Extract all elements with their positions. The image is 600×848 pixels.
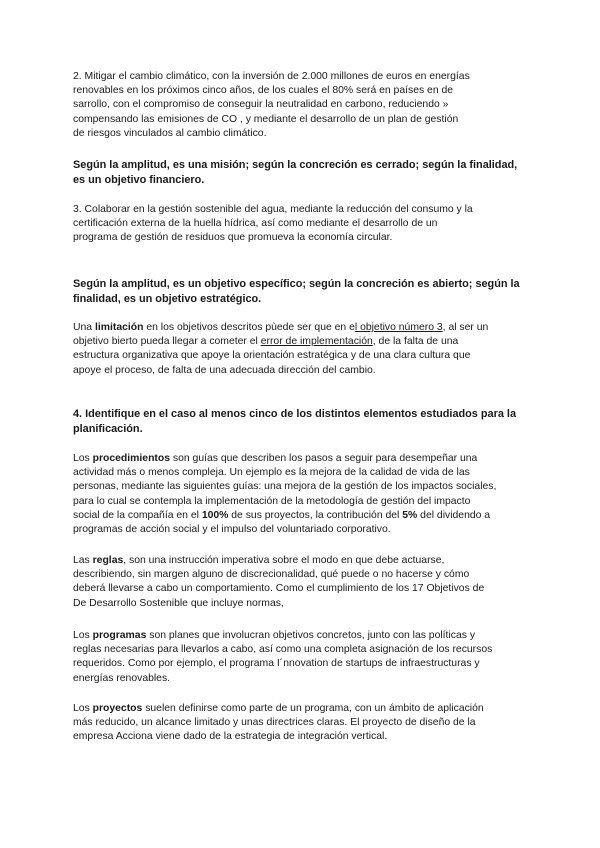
text-line: [73, 509, 533, 523]
text-line: 3. Colaborar en la gestión sostenible del agua, mediante la reducción del consumo y la: [73, 204, 473, 215]
text-run: , son una instrucción imperativa sobre el modo en que debe actuarse,: [123, 555, 445, 566]
text-line: finalidad, es un objetivo estratégico.: [73, 293, 262, 305]
text-line: 4. Identifique en el caso al menos cinco de los distintos elementos estudiados para la: [73, 408, 517, 420]
text-run: en los objetivos descritos pùede ser que en e: [143, 322, 355, 333]
text-run: Una: [73, 322, 95, 333]
text-run: de sus proyectos, la contribución del: [228, 509, 403, 521]
text-run: Los: [73, 453, 93, 464]
text-line: planificación.: [73, 423, 143, 435]
text-line: certificación externa de la huella hídrica, así como mediante el desarrollo de un: [73, 218, 438, 230]
text-run: son guías que describen los pasos a seguir para desempeñar una: [170, 453, 478, 464]
classification-objective-2: [73, 158, 533, 188]
text-line: empresa Acciona viene dado de la estrategia de integración vertical.: [73, 731, 388, 743]
term-limitacion: limitación: [94, 322, 144, 333]
question-4-heading: [73, 407, 533, 437]
text-run: Los: [73, 630, 93, 641]
text-line: [73, 321, 533, 335]
term-proyectos: proyectos: [92, 703, 143, 714]
text-run: objetivo bierto pueda llegar a cometer el: [73, 336, 261, 348]
figure-100-percent: 100%: [201, 509, 229, 521]
paragraph-proyectos: [73, 702, 533, 745]
paragraph-limitation: [73, 321, 533, 378]
text-run: Las: [73, 555, 93, 566]
text-line: Según la amplitud, es una misión; según la concreción es cerrado; según la finalidad,: [73, 159, 518, 171]
text-run: Los: [73, 703, 93, 714]
text-line: apoye el proceso, de falta de una adecuada dirección del cambio.: [73, 364, 376, 376]
link-error-de-implementacion[interactable]: error de implementación: [260, 336, 373, 348]
text-run: son planes que involucran objetivos concretos, junto con las políticas y: [146, 630, 476, 641]
text-run: , al ser un: [442, 322, 489, 333]
link-objetivo-numero-3[interactable]: l objetivo número 3: [354, 322, 443, 333]
paragraph-reglas: [73, 554, 533, 611]
text-line: para lo cual se contempla la implementación de la metodología de gestión del impacto: [73, 495, 471, 507]
term-programas: programas: [92, 630, 147, 641]
text-line: [73, 335, 533, 349]
text-line: Según la amplitud, es un objetivo específico; según la concreción es abierto; según la: [73, 278, 520, 290]
text-line: personas, mediante las siguientes guías: una mejora de la gestión de los impactos sociales,: [73, 481, 497, 493]
classification-objective-3: [73, 277, 533, 307]
text-line: renovables en los próximos cinco años, de los cuales el 80% será en países en de: [73, 85, 454, 97]
text-line: actividad más o menos compleja. Un ejemplo es la mejora de la calidad de vida de las: [73, 467, 470, 479]
text-line: reglas necesarias para llevarlos a cabo, así como una completa asignación de los recursos: [73, 644, 493, 656]
term-procedimientos: procedimientos: [92, 453, 171, 464]
text-line: energías renovables.: [73, 672, 171, 684]
text-line: requeridos. Como por ejemplo, el programa I´nnovation de startups de infraestructuras y: [73, 658, 480, 670]
text-line: [73, 452, 533, 466]
paragraph-objective-3: [73, 203, 533, 246]
paragraph-objective-2: [73, 70, 533, 141]
text-line: 2. Mitigar el cambio climático, con la inversión de 2.000 millones de euros en energías: [73, 71, 470, 82]
text-line: estructura organizativa que apoye la orientación estratégica y de una clara cultura que: [73, 350, 471, 362]
text-line: [73, 702, 533, 716]
text-line: describiendo, sin margen alguno de discrecionalidad, qué puede o no hacerse y cómo: [73, 569, 470, 581]
paragraph-procedimientos: [73, 452, 533, 537]
text-line: [73, 629, 533, 643]
figure-5-percent: 5%: [402, 509, 418, 521]
text-line: de riesgos vinculados al cambio climático.: [73, 127, 267, 139]
text-line: es un objetivo financiero.: [73, 174, 205, 186]
paragraph-programas: [73, 629, 533, 686]
text-line: deberá llevarse a cabo un comportamiento. Como el cumplimiento de los 17 Objetivos de: [73, 583, 485, 595]
text-line: sarrollo, con el compromiso de conseguir la neutralidad en carbono, reduciendo »: [73, 99, 449, 111]
term-reglas: reglas: [92, 555, 124, 566]
text-line: programas de acción social y el impulso del voluntariado corporativo.: [73, 524, 391, 536]
text-line: programa de gestión de residuos que promueva la economía circular.: [73, 232, 393, 244]
text-line: [73, 554, 533, 568]
text-line: compensando las emisiones de CO , y mediante el desarrollo de un plan de gestión: [73, 113, 459, 125]
text-line: más reducido, un alcance limitado y unas directrices claras. El proyecto de diseño de la: [73, 717, 476, 729]
text-line: De Desarrollo Sostenible que incluye normas,: [73, 597, 284, 609]
text-run: social de la compañía en el: [73, 509, 202, 521]
text-run: del dividendo a: [417, 509, 491, 521]
text-run: suelen definirse como parte de un programa, con un ámbito de aplicación: [142, 703, 484, 714]
text-run: , de la falta de una: [372, 336, 459, 348]
